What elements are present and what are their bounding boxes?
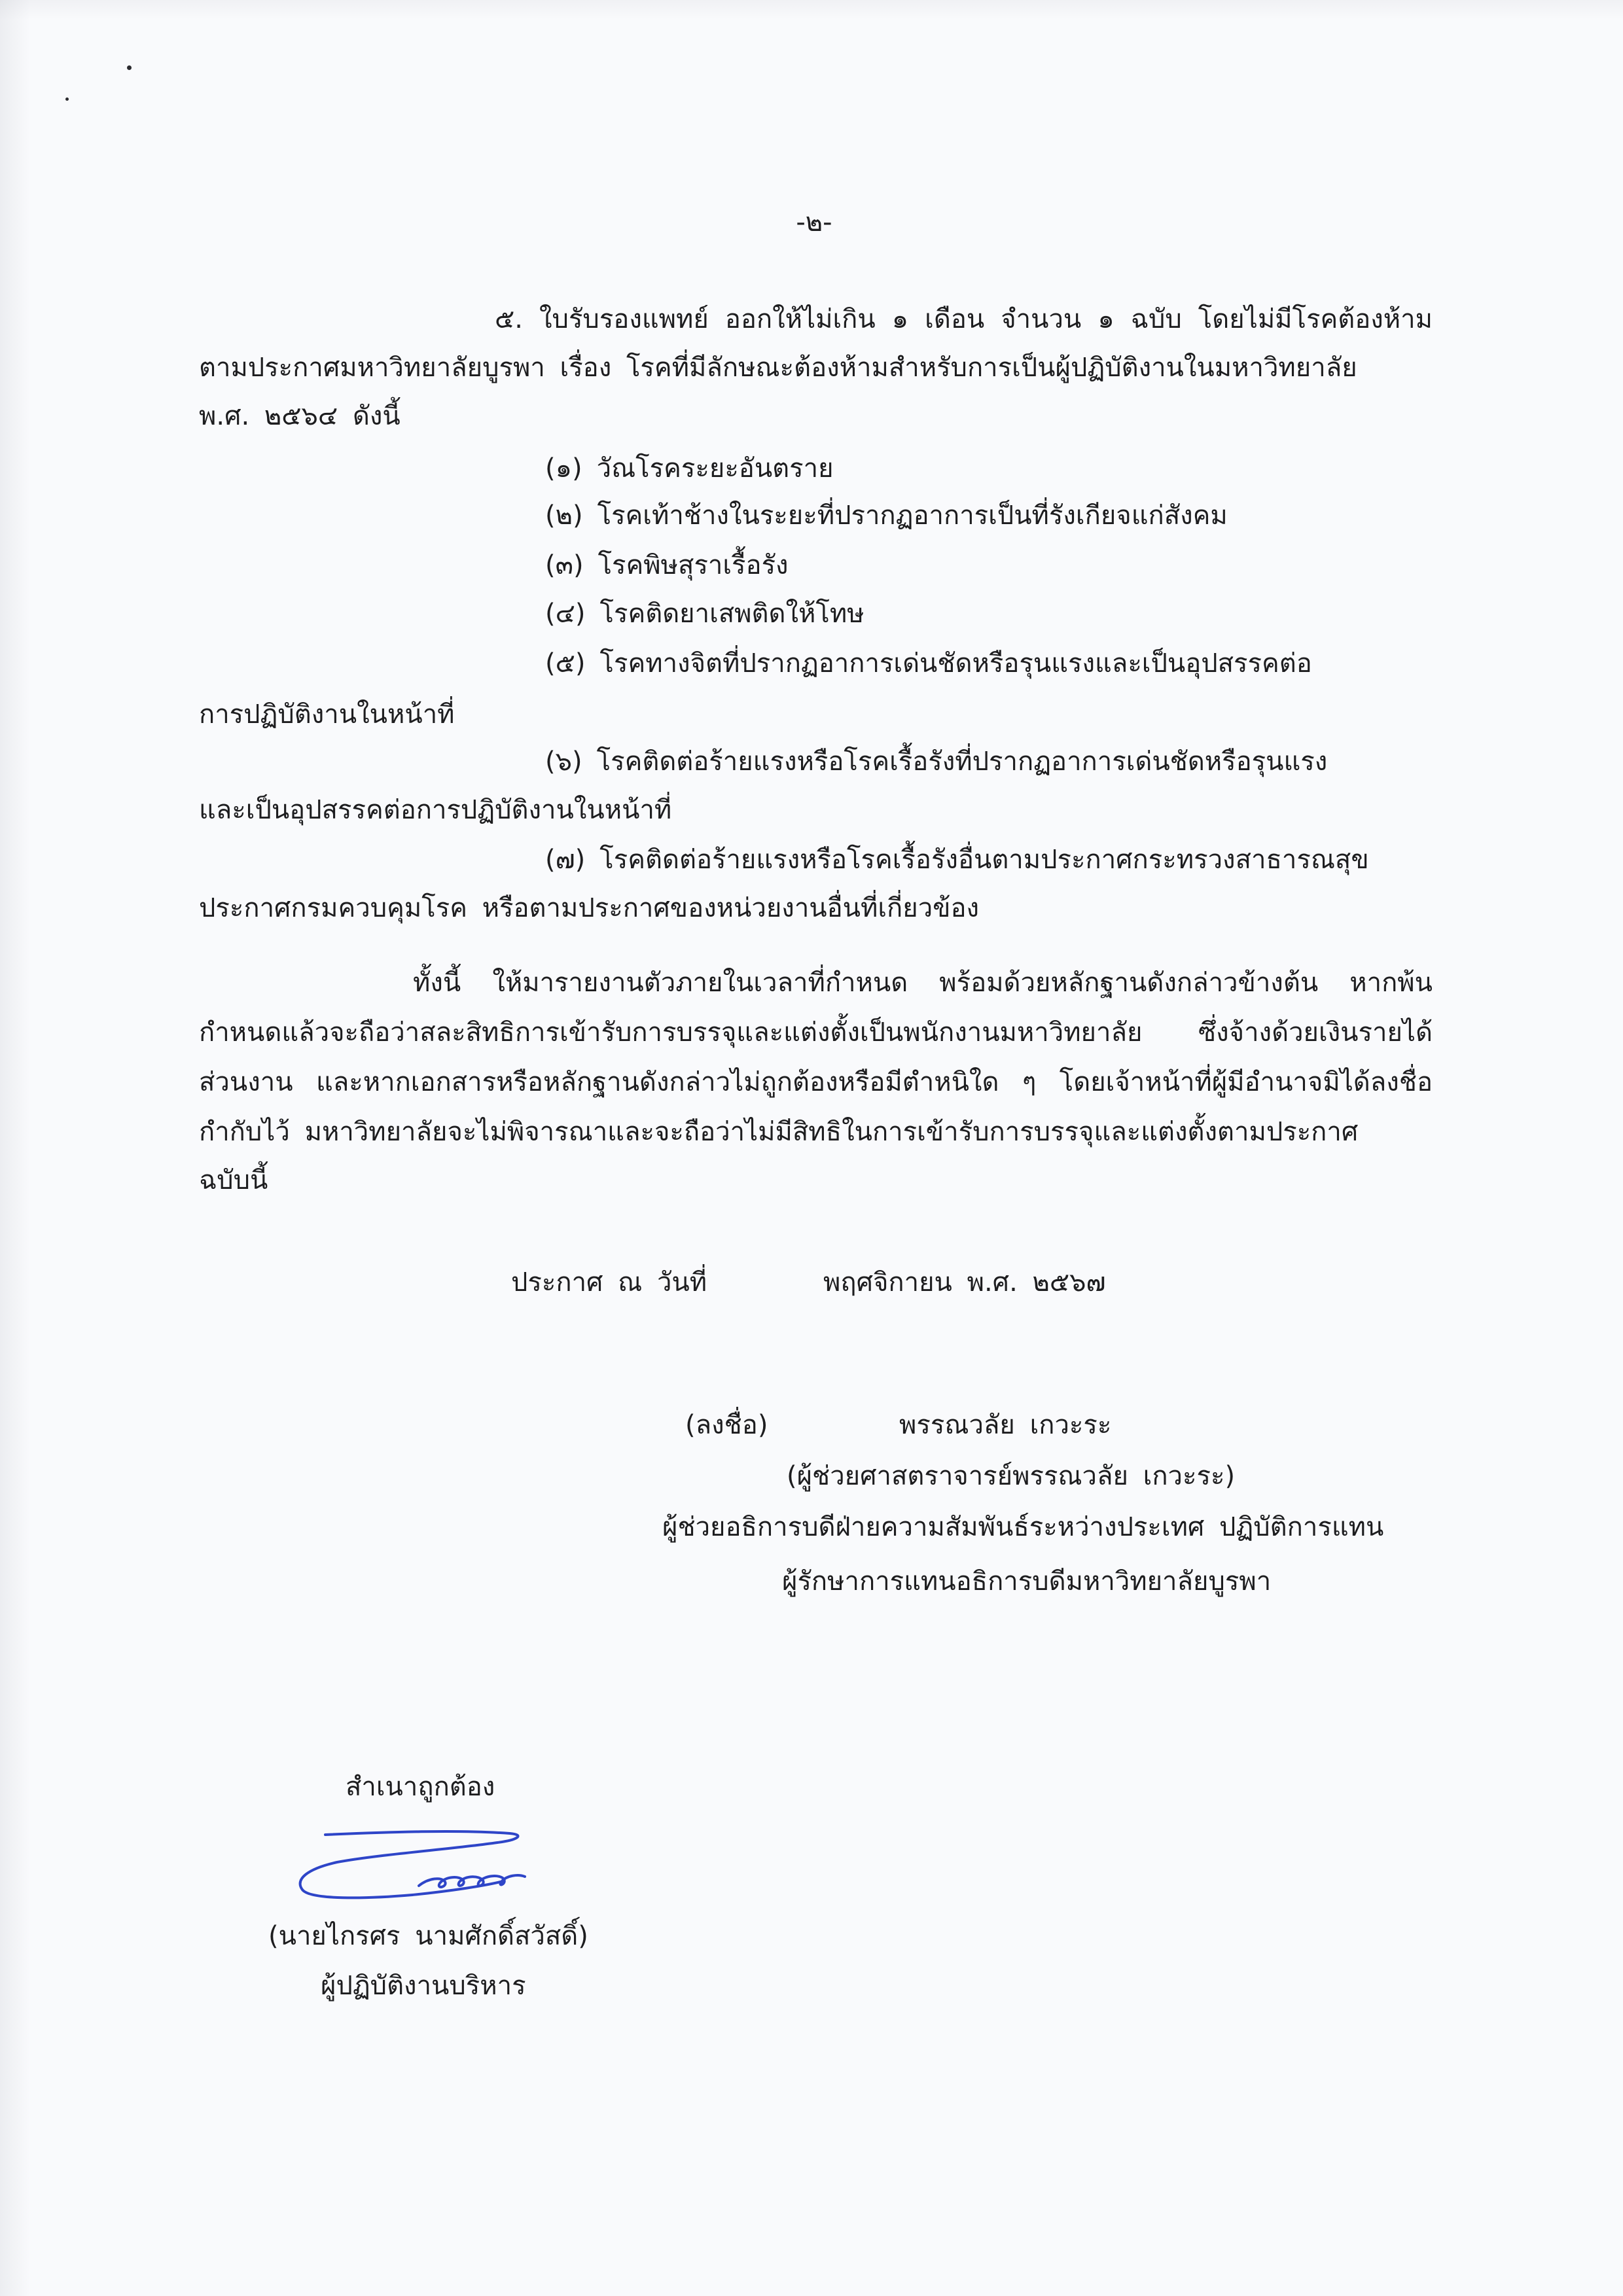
disease-text: โรคเท้าช้างในระยะที่ปรากฏอาการเป็นที่รังเกียจแก่สังคม <box>597 501 1228 531</box>
disease-continuation: การปฏิบัติงานในหน้าที่ <box>199 699 455 730</box>
disease-text: วัณโรคระยะอันตราย <box>596 453 834 484</box>
copier-position: ผู้ปฏิบัติงานบริหาร <box>321 1971 526 2001</box>
disease-item <box>545 544 1433 586</box>
disease-number: (๖) <box>545 747 582 777</box>
signature-stroke <box>300 1831 518 1898</box>
disease-continuation: และเป็นอุปสรรคต่อการปฏิบัติงานในหน้าที่ <box>199 795 672 825</box>
disease-number: (๑) <box>545 453 582 484</box>
signatory-position-line: ผู้ช่วยอธิการบดีฝ่ายความสัมพันธ์ระหว่างประเทศ ปฏิบัติการแทน <box>662 1512 1384 1542</box>
announcement-month-year: พฤศจิกายน พ.ศ. ๒๕๖๗ <box>823 1267 1106 1298</box>
copier-name: (นายไกรศร นามศักดิ์สวัสดิ์) <box>268 1921 588 1951</box>
signature-stroke <box>419 1875 525 1887</box>
disease-text: โรคพิษสุราเรื้อรัง <box>597 550 789 580</box>
signatory-signature-name: พรรณวลัย เกวะระ <box>899 1410 1112 1440</box>
page-number: -๒- <box>796 207 832 238</box>
disease-text: โรคติดต่อร้ายแรงหรือโรคเรื้อรังที่ปรากฏอาการเด่นชัดหรือรุนแรง <box>596 747 1328 777</box>
disease-continuation: ประกาศกรมควบคุมโรค หรือตามประกาศของหน่วยงานอื่นที่เกี่ยวข้อง <box>199 893 980 923</box>
disease-number: (๔) <box>545 599 586 629</box>
notice-line: กำหนดแล้วจะถือว่าสละสิทธิการเข้ารับการบรรจุและแต่งตั้งเป็นพนักงานมหาวิทยาลัย ซึ่งจ้างด้วยเงินรายได้ <box>199 1017 1433 1048</box>
requirement-5-line: ๕. ใบรับรองแพทย์ ออกให้ไม่เกิน ๑ เดือน จำนวน ๑ ฉบับ โดยไม่มีโรคต้องห้าม <box>495 304 1433 334</box>
notice-line: ทั้งนี้ ให้มารายงานตัวภายในเวลาที่กำหนด พร้อมด้วยหลักฐานดังกล่าวข้างต้น หากพ้น <box>413 968 1433 998</box>
disease-number: (๓) <box>545 550 584 580</box>
disease-item <box>545 495 1433 537</box>
scan-speck <box>127 65 132 70</box>
notice-line: ส่วนงาน และหากเอกสารหรือหลักฐานดังกล่าวไม่ถูกต้องหรือมีตำหนิใด ๆ โดยเจ้าหน้าที่ผู้มีอำนาจมิได้ลงชื่อ <box>199 1067 1433 1097</box>
signatory-position-line: ผู้รักษาการแทนอธิการบดีมหาวิทยาลัยบูรพา <box>782 1566 1272 1597</box>
scan-speck <box>65 97 69 101</box>
requirement-5-line: พ.ศ. ๒๕๖๔ ดังนี้ <box>199 401 401 431</box>
requirement-5-line: ตามประกาศมหาวิทยาลัยบูรพา เรื่อง โรคที่มีลักษณะต้องห้ามสำหรับการเป็นผู้ปฏิบัติงานในมหาวิทยาลัย <box>199 353 1357 383</box>
disease-text: โรคทางจิตที่ปรากฏอาการเด่นชัดหรือรุนแรงและเป็นอุปสรรคต่อ <box>599 648 1312 679</box>
scan-edge-shadow <box>0 0 30 2296</box>
disease-text: โรคติดต่อร้ายแรงหรือโรคเรื้อรังอื่นตามประกาศกระทรวงสาธารณสุข <box>599 845 1369 875</box>
notice-line: กำกับไว้ มหาวิทยาลัยจะไม่พิจารณาและจะถือว่าไม่มีสิทธิในการเข้ารับการบรรจุและแต่งตั้งตามประกาศ <box>199 1117 1359 1147</box>
disease-item <box>545 839 1433 881</box>
scan-edge-shadow <box>0 0 1623 20</box>
disease-number: (๗) <box>545 845 586 875</box>
certified-copy-label: สำเนาถูกต้อง <box>346 1772 495 1802</box>
disease-number: (๒) <box>545 501 583 531</box>
disease-text: โรคติดยาเสพติดให้โทษ <box>599 599 865 629</box>
disease-number: (๕) <box>545 648 586 679</box>
disease-item <box>545 448 1433 489</box>
disease-item <box>545 741 1433 783</box>
disease-item <box>545 593 1433 635</box>
copier-signature <box>288 1819 537 1904</box>
disease-item <box>545 643 1433 684</box>
notice-line: ฉบับนี้ <box>199 1165 268 1195</box>
announcement-date-label: ประกาศ ณ วันที่ <box>511 1267 707 1298</box>
signatory-full-name: (ผู้ช่วยศาสตราจารย์พรรณวลัย เกวะระ) <box>787 1461 1236 1491</box>
signed-label: (ลงชื่อ) <box>685 1410 768 1440</box>
